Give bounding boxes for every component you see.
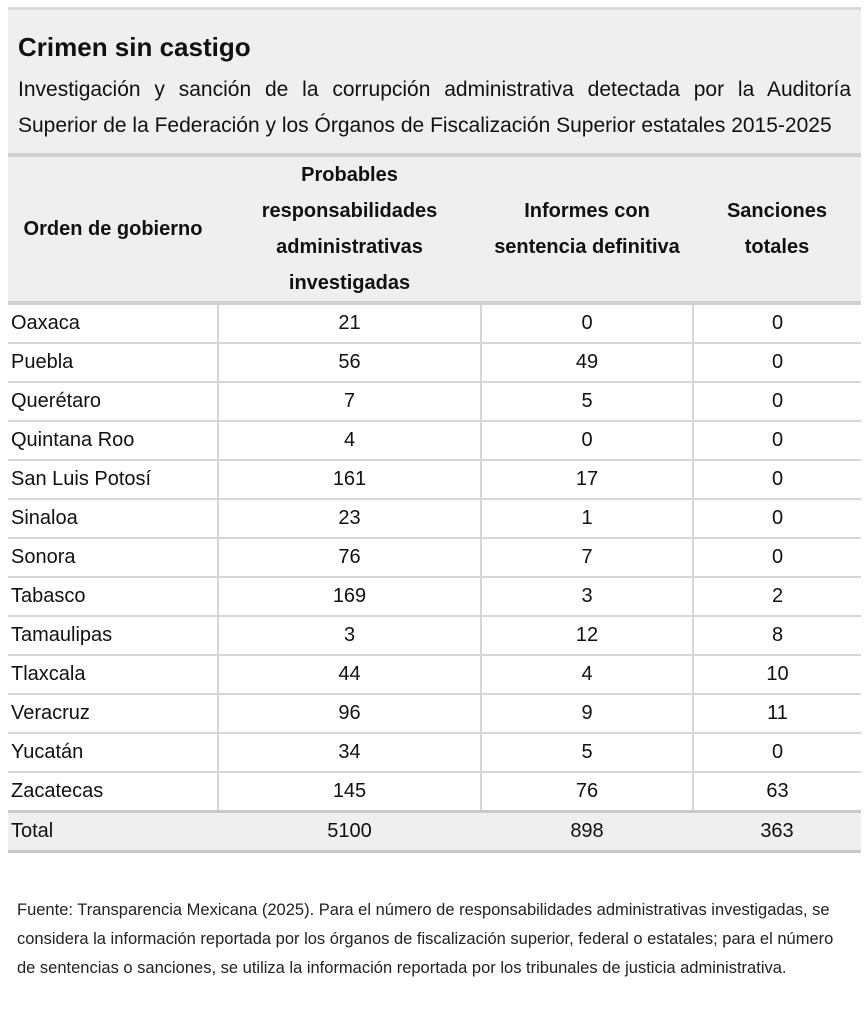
table-row xyxy=(8,616,861,655)
state-name: Yucatán xyxy=(8,733,218,772)
state-name: Puebla xyxy=(8,343,218,382)
sanciones-value: 10 xyxy=(693,655,861,694)
state-name: San Luis Potosí xyxy=(8,460,218,499)
responsabilidades-value: 23 xyxy=(218,499,481,538)
state-name: Tamaulipas xyxy=(8,616,218,655)
column-header-row xyxy=(8,157,861,303)
informes-value: 9 xyxy=(481,694,693,733)
responsabilidades-value: 56 xyxy=(218,343,481,382)
total-informes: 898 xyxy=(481,812,693,852)
table-row xyxy=(8,421,861,460)
sanciones-value: 8 xyxy=(693,616,861,655)
state-name: Veracruz xyxy=(8,694,218,733)
total-label: Total xyxy=(8,812,218,852)
sanciones-value: 0 xyxy=(693,303,861,343)
sanciones-value: 0 xyxy=(693,421,861,460)
table-card xyxy=(8,7,861,853)
responsabilidades-value: 7 xyxy=(218,382,481,421)
table-row xyxy=(8,577,861,616)
informes-value: 17 xyxy=(481,460,693,499)
sanciones-value: 0 xyxy=(693,499,861,538)
state-name: Sonora xyxy=(8,538,218,577)
responsabilidades-value: 145 xyxy=(218,772,481,812)
informes-value: 5 xyxy=(481,382,693,421)
responsabilidades-value: 4 xyxy=(218,421,481,460)
informes-value: 0 xyxy=(481,303,693,343)
page-subtitle: Investigación y sanción de la corrupción administrativa detectada por la Auditoría Superior de la Federación y los Órganos de Fiscalización Superior estatales 2015-2025 xyxy=(18,78,851,137)
sanciones-value: 0 xyxy=(693,343,861,382)
total-sanciones: 363 xyxy=(693,812,861,852)
column-header-informes: Informes con sentencia definitiva xyxy=(481,157,693,303)
state-name: Tabasco xyxy=(8,577,218,616)
table-row xyxy=(8,655,861,694)
state-name: Sinaloa xyxy=(8,499,218,538)
column-header-orden: Orden de gobierno xyxy=(8,157,218,303)
informes-value: 0 xyxy=(481,421,693,460)
table-row xyxy=(8,499,861,538)
informes-value: 5 xyxy=(481,733,693,772)
table-row xyxy=(8,303,861,343)
responsabilidades-value: 96 xyxy=(218,694,481,733)
table-header xyxy=(8,7,861,153)
column-header-sanciones: Sanciones totales xyxy=(693,157,861,303)
table-row xyxy=(8,733,861,772)
responsabilidades-value: 44 xyxy=(218,655,481,694)
table-row xyxy=(8,772,861,812)
state-name: Zacatecas xyxy=(8,772,218,812)
total-row xyxy=(8,812,861,852)
sanciones-value: 63 xyxy=(693,772,861,812)
column-header-responsabilidades: Probables responsabilidades administrativas investigadas xyxy=(218,157,481,303)
table-row xyxy=(8,382,861,421)
informes-value: 3 xyxy=(481,577,693,616)
informes-value: 49 xyxy=(481,343,693,382)
informes-value: 76 xyxy=(481,772,693,812)
sanciones-value: 0 xyxy=(693,382,861,421)
table-row xyxy=(8,694,861,733)
total-responsabilidades: 5100 xyxy=(218,812,481,852)
state-name: Tlaxcala xyxy=(8,655,218,694)
responsabilidades-value: 3 xyxy=(218,616,481,655)
sanciones-value: 0 xyxy=(693,538,861,577)
responsabilidades-value: 34 xyxy=(218,733,481,772)
sanciones-value: 11 xyxy=(693,694,861,733)
informes-value: 12 xyxy=(481,616,693,655)
sanciones-value: 2 xyxy=(693,577,861,616)
responsabilidades-value: 21 xyxy=(218,303,481,343)
state-name: Oaxaca xyxy=(8,303,218,343)
data-table xyxy=(8,157,861,853)
state-name: Querétaro xyxy=(8,382,218,421)
informes-value: 1 xyxy=(481,499,693,538)
page-title: Crimen sin castigo xyxy=(18,32,251,62)
table-row xyxy=(8,343,861,382)
sanciones-value: 0 xyxy=(693,460,861,499)
responsabilidades-value: 76 xyxy=(218,538,481,577)
responsabilidades-value: 169 xyxy=(218,577,481,616)
informes-value: 7 xyxy=(481,538,693,577)
responsabilidades-value: 161 xyxy=(218,460,481,499)
source-footnote: Fuente: Transparencia Mexicana (2025). Para el número de responsabilidades administrativas investigadas, se considera la información reportada por los órganos de fiscalización superior, federal o estatales; para el número de sentencias o sanciones, se utiliza la información reportada por los tribunales de justicia administrativa. xyxy=(17,901,834,977)
state-name: Quintana Roo xyxy=(8,421,218,460)
sanciones-value: 0 xyxy=(693,733,861,772)
table-row xyxy=(8,538,861,577)
table-row xyxy=(8,460,861,499)
informes-value: 4 xyxy=(481,655,693,694)
table-body xyxy=(8,303,861,852)
